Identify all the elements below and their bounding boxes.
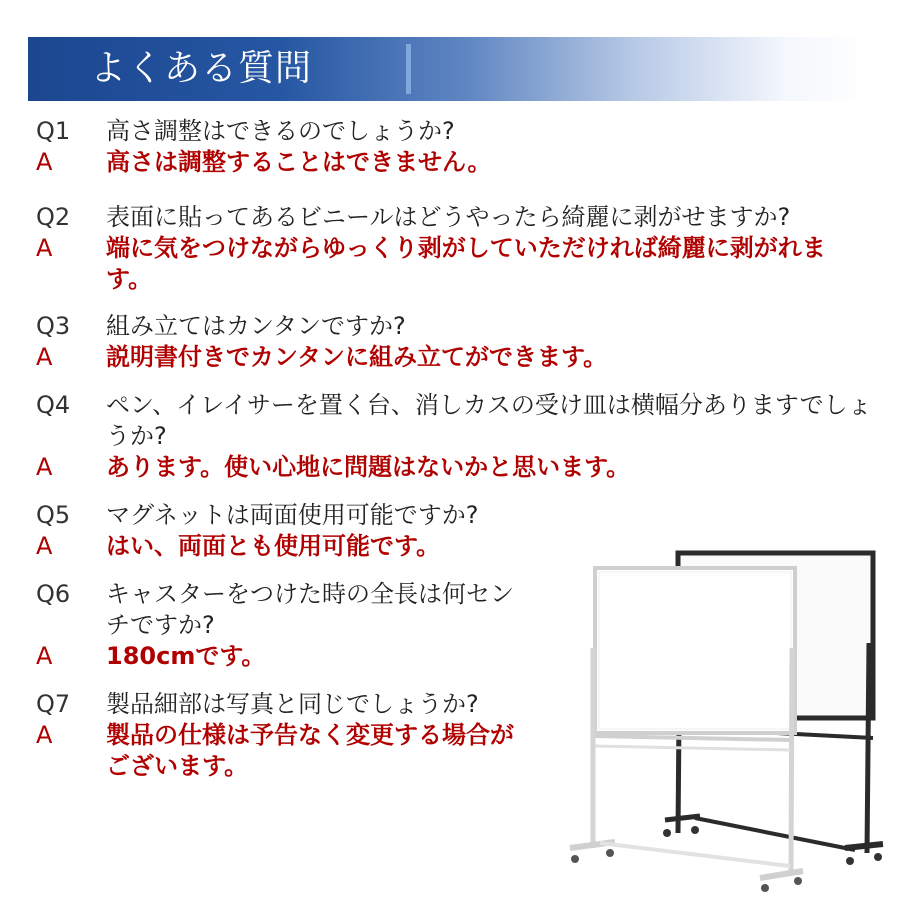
header-accent-bar bbox=[406, 44, 411, 94]
answer-row bbox=[36, 233, 826, 264]
page-title: よくある質問 bbox=[90, 48, 313, 89]
whiteboard-product-photo bbox=[555, 548, 885, 893]
question-text: キャスターをつけた時の全長は何セン bbox=[106, 580, 514, 608]
question-text: チですか? bbox=[106, 611, 215, 639]
question-row bbox=[36, 116, 491, 147]
question-row bbox=[36, 500, 479, 531]
answer-row bbox=[36, 452, 872, 483]
faq-item-3 bbox=[36, 311, 607, 373]
question-label: Q2 bbox=[36, 203, 71, 231]
answer-text: はい、両面とも使用可能です。 bbox=[106, 532, 441, 560]
answer-row bbox=[36, 147, 491, 178]
answer-label: A bbox=[36, 532, 53, 560]
answer-text: ございます。 bbox=[106, 752, 249, 780]
answer-text: 高さは調整することはできません。 bbox=[106, 148, 492, 176]
answer-text: す。 bbox=[106, 265, 153, 293]
question-label: Q4 bbox=[36, 391, 71, 419]
question-text: 製品細部は写真と同じでしょうか? bbox=[106, 690, 479, 718]
answer-label: A bbox=[36, 453, 53, 481]
answer-text: 説明書付きでカンタンに組み立てができます。 bbox=[106, 343, 608, 371]
faq-item-1 bbox=[36, 116, 491, 178]
faq-header-banner bbox=[28, 37, 870, 101]
question-row-continued bbox=[36, 610, 514, 641]
answer-text: 端に気をつけながらゆっくり剥がしていただければ綺麗に剥がれま bbox=[106, 234, 826, 262]
answer-label: A bbox=[36, 642, 53, 670]
answer-label: A bbox=[36, 721, 53, 749]
answer-label: A bbox=[36, 148, 53, 176]
question-label: Q5 bbox=[36, 501, 71, 529]
question-text: 組み立てはカンタンですか? bbox=[106, 312, 406, 340]
question-row bbox=[36, 202, 826, 233]
answer-row bbox=[36, 342, 607, 373]
faq-item-6 bbox=[36, 579, 514, 672]
question-text: 表面に貼ってあるビニールはどうやったら綺麗に剥がせますか? bbox=[106, 203, 791, 231]
question-row bbox=[36, 689, 514, 720]
faq-item-4 bbox=[36, 390, 872, 483]
faq-item-5 bbox=[36, 500, 479, 562]
answer-row-continued bbox=[36, 264, 826, 295]
faq-item-2 bbox=[36, 202, 826, 295]
question-row bbox=[36, 311, 607, 342]
answer-row bbox=[36, 641, 514, 672]
answer-text: 製品の仕様は予告なく変更する場合が bbox=[106, 721, 514, 749]
question-text: ペン、イレイサーを置く台、消しカスの受け皿は横幅分ありますでしょ bbox=[106, 391, 872, 419]
question-row bbox=[36, 390, 872, 421]
question-label: Q1 bbox=[36, 117, 71, 145]
answer-row bbox=[36, 531, 479, 562]
faq-item-7 bbox=[36, 689, 514, 782]
question-label: Q3 bbox=[36, 312, 71, 340]
white-whiteboard-stand bbox=[570, 568, 803, 892]
question-row-continued bbox=[36, 421, 872, 452]
question-row bbox=[36, 579, 514, 610]
question-text: 高さ調整はできるのでしょうか? bbox=[106, 117, 455, 145]
answer-row bbox=[36, 720, 514, 751]
answer-label: A bbox=[36, 234, 53, 262]
question-label: Q6 bbox=[36, 580, 71, 608]
answer-text: 180cmです。 bbox=[106, 642, 266, 670]
question-text: マグネットは両面使用可能ですか? bbox=[106, 501, 479, 529]
answer-label: A bbox=[36, 343, 53, 371]
answer-text: あります。使い心地に問題はないかと思います。 bbox=[106, 453, 631, 481]
answer-row-continued bbox=[36, 751, 514, 782]
question-label: Q7 bbox=[36, 690, 71, 718]
question-text: うか? bbox=[106, 422, 167, 450]
